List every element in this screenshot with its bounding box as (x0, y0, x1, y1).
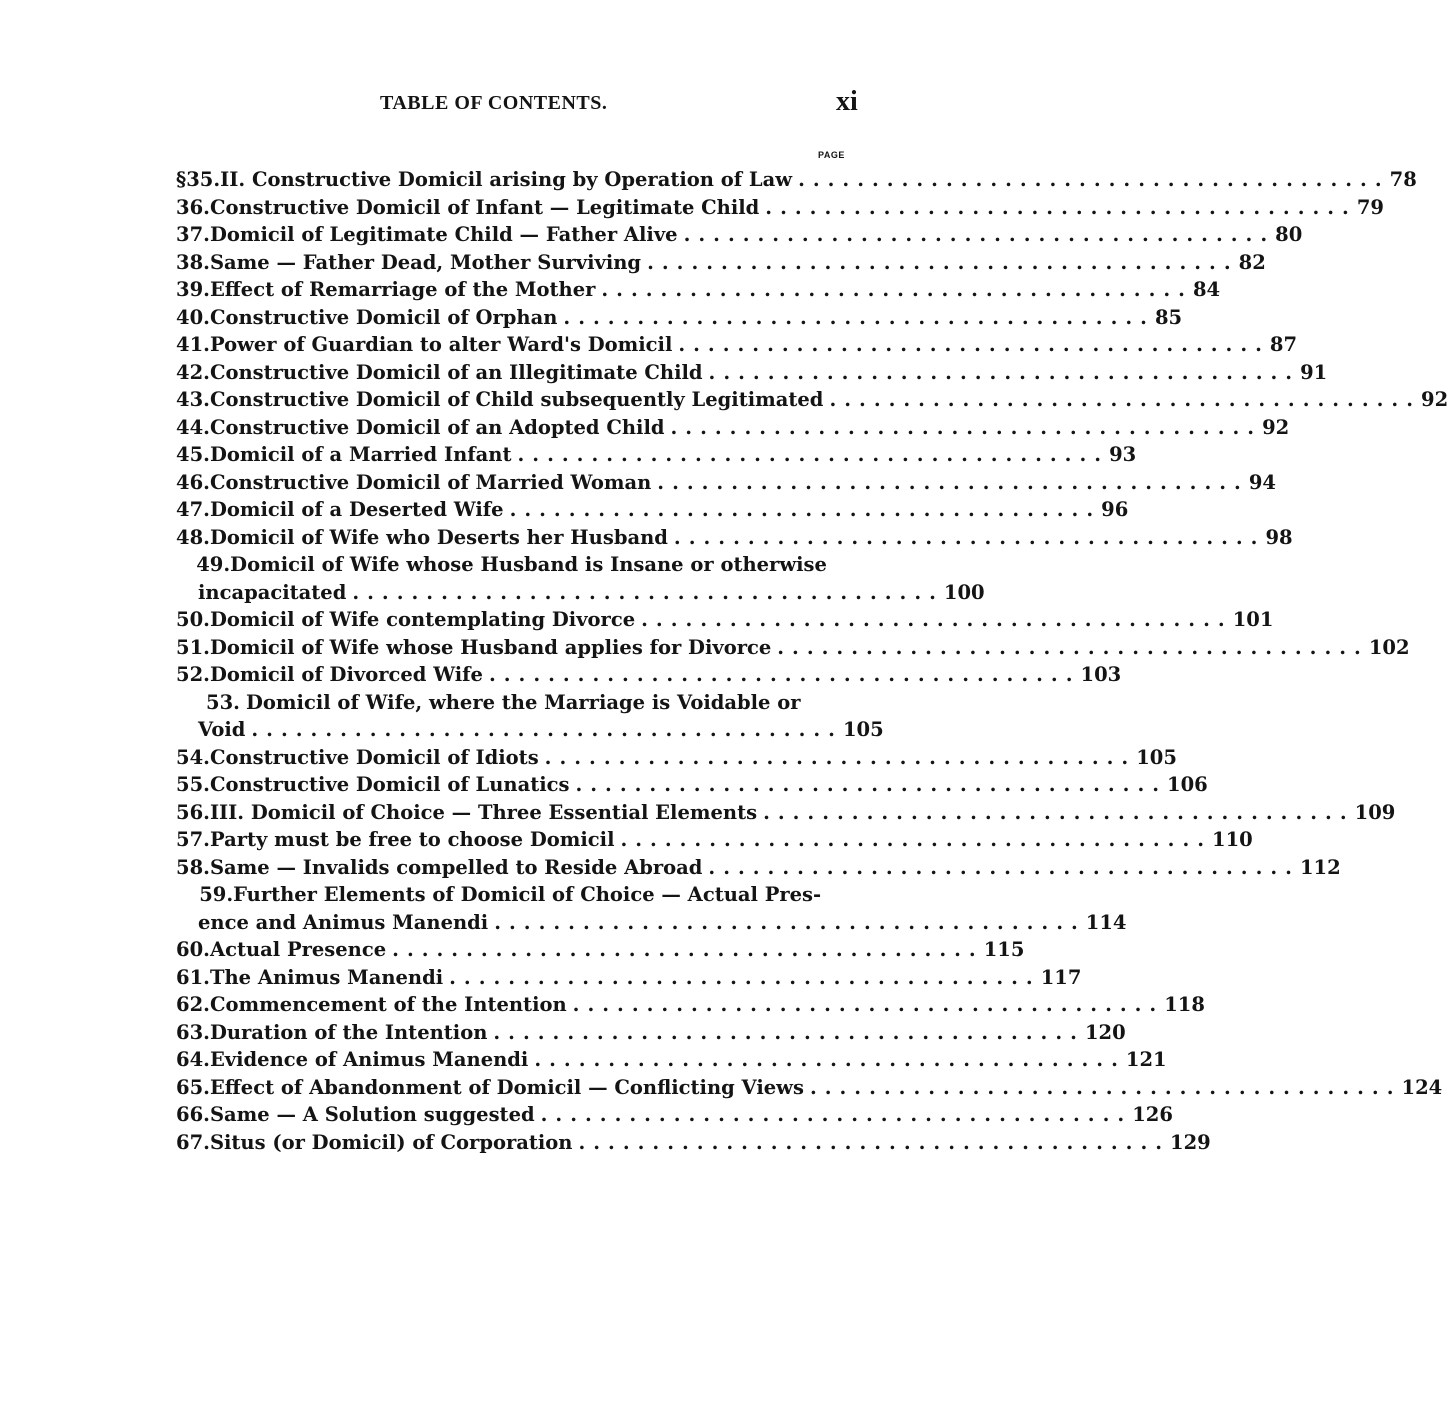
dot-leader: ........................................ (673, 525, 1266, 549)
toc-entry (176, 166, 1417, 194)
entry-page: 109 (1354, 800, 1396, 824)
entry-number: 43. (176, 388, 210, 411)
entry-title: ence and Animus Manendi (198, 910, 489, 934)
entry-title-wrap (233, 881, 821, 909)
dot-leader: ........................................ (449, 965, 1041, 989)
entry-title-wrap (210, 496, 1101, 524)
entry-page: 102 (1368, 635, 1410, 659)
entry-page: 79 (1356, 195, 1384, 219)
entry-page: 126 (1132, 1103, 1173, 1126)
entry-page: 78 (1389, 168, 1417, 191)
dot-leader: ........................................ (809, 1075, 1402, 1099)
entry-title-wrap (210, 524, 1266, 552)
entry-title-wrap (210, 854, 1300, 882)
entry-number: 39. (176, 278, 210, 301)
toc-entry (176, 964, 1082, 992)
entry-title: The Animus Manendi (209, 965, 444, 989)
toc-entry (176, 854, 1341, 882)
entry-title-wrap (246, 689, 808, 717)
entry-page: 117 (1040, 965, 1082, 989)
dot-leader: ........................................ (578, 1130, 1171, 1154)
entry-title: Constructive Domicil of Married Woman (209, 470, 652, 494)
toc-entry (176, 304, 1183, 332)
entry-page: 92 (1421, 388, 1448, 411)
entry-number: 41. (176, 333, 210, 356)
toc-entry (176, 1101, 1173, 1129)
toc-entry (176, 716, 884, 744)
entry-number: 50. (176, 608, 210, 631)
dot-leader: ........................................ (601, 278, 1193, 301)
entry-page: 129 (1170, 1130, 1211, 1154)
entry-number: 47. (176, 498, 210, 521)
entry-number: 64. (176, 1048, 210, 1071)
toc-entry (176, 414, 1290, 442)
entry-page: 106 (1167, 773, 1208, 796)
entry-title-wrap (210, 1046, 1126, 1074)
entry-title-wrap (176, 909, 1086, 937)
entry-page: 115 (983, 938, 1025, 961)
dot-leader: ........................................ (392, 938, 984, 961)
entry-page: 92 (1262, 415, 1290, 439)
dot-leader: ........................................ (708, 855, 1300, 879)
entry-title: Void (198, 718, 246, 741)
toc-entry (176, 1019, 1126, 1047)
entry-title-wrap (220, 166, 1389, 194)
dot-leader: ........................................ (670, 415, 1263, 439)
entry-number: 40. (176, 305, 210, 329)
entry-number: 42. (176, 360, 210, 384)
entry-title: Domicil of Wife who Deserts her Husband (209, 525, 668, 549)
entry-title: Constructive Domicil of Child subsequently Legitimated (209, 388, 824, 411)
dot-leader: ........................................ (251, 718, 843, 741)
entry-title: Domicil of Wife, where the Marriage is Voidable or (246, 690, 801, 714)
entry-title: Evidence of Animus Manendi (209, 1048, 529, 1071)
entry-title-wrap (210, 221, 1275, 249)
dot-leader: ........................................ (540, 1103, 1133, 1126)
dot-leader: ........................................ (777, 635, 1369, 659)
entry-number: 54. (176, 745, 210, 769)
entry-number: 60. (176, 938, 210, 961)
entry-number: 37. (176, 223, 210, 246)
dot-leader: ........................................ (798, 168, 1390, 191)
entry-number: 45. (176, 443, 210, 466)
dot-leader: ........................................ (509, 498, 1102, 521)
toc-entry (176, 991, 1205, 1019)
entry-title: Situs (or Domicil) of Corporation (209, 1130, 573, 1154)
entry-title-wrap (210, 771, 1167, 799)
dot-leader: ........................................ (829, 388, 1422, 411)
dot-leader: ........................................ (620, 828, 1213, 851)
entry-number: 53. (206, 690, 240, 714)
entry-title-wrap (210, 661, 1081, 689)
entry-title-wrap (176, 579, 944, 607)
entry-title-wrap (210, 194, 1357, 222)
entry-title-wrap (210, 414, 1262, 442)
entry-title: Constructive Domicil of Orphan (209, 305, 558, 329)
entry-title: Effect of Abandonment of Domicil — Conflicting Views (209, 1075, 804, 1099)
entry-number: 52. (176, 663, 210, 686)
entry-title-wrap (210, 826, 1212, 854)
entry-number: 62. (176, 993, 210, 1016)
dot-leader: ........................................ (352, 580, 944, 604)
entry-number: 57. (176, 828, 210, 851)
entry-title-wrap (210, 441, 1109, 469)
entry-number: 46. (176, 470, 210, 494)
entry-title: Same — Father Dead, Mother Surviving (209, 250, 642, 274)
entry-page: 85 (1154, 305, 1183, 329)
entry-number: 38. (176, 250, 210, 274)
dot-leader: ........................................ (763, 800, 1355, 824)
entry-title-wrap (210, 469, 1249, 497)
entry-page: 91 (1300, 360, 1328, 384)
entry-title-wrap (210, 1019, 1085, 1047)
entry-page: 84 (1192, 278, 1221, 301)
entry-title-wrap (210, 276, 1193, 304)
toc-entry (176, 881, 866, 909)
entry-title-wrap (176, 716, 843, 744)
entry-title: Constructive Domicil of Lunatics (209, 773, 570, 796)
entry-number: 59. (199, 883, 234, 906)
dot-leader: ........................................ (488, 663, 1081, 686)
toc-entry (176, 331, 1298, 359)
dot-leader: ........................................ (765, 195, 1357, 219)
toc-entry (176, 386, 1448, 414)
toc-entry (176, 689, 866, 717)
entry-number: 44. (176, 415, 210, 439)
table-of-contents (176, 166, 1448, 1156)
dot-leader: ........................................ (683, 223, 1276, 246)
entry-page: 93 (1109, 443, 1137, 466)
toc-entry (176, 221, 1303, 249)
dot-leader: ........................................ (494, 910, 1086, 934)
toc-entry (176, 579, 985, 607)
entry-number: 49. (196, 553, 231, 576)
entry-number: 48. (176, 525, 210, 549)
entry-page: 80 (1275, 223, 1303, 246)
dot-leader: ........................................ (534, 1048, 1126, 1071)
entry-page: 101 (1232, 608, 1274, 631)
entry-title: Constructive Domicil of Idiots (209, 745, 539, 769)
toc-entry (176, 909, 1127, 937)
dot-leader: ........................................ (678, 333, 1270, 356)
toc-entry (176, 1046, 1167, 1074)
toc-entry (176, 661, 1122, 689)
entry-number: 67. (176, 1130, 210, 1154)
toc-entry (176, 249, 1266, 277)
entry-page: 82 (1238, 250, 1266, 274)
entry-number: 36. (176, 195, 210, 219)
entry-title-wrap (210, 1101, 1132, 1129)
entry-page: 105 (842, 718, 884, 741)
section-mark: § (176, 168, 187, 191)
entry-title-wrap (230, 551, 827, 579)
entry-page: 114 (1085, 910, 1127, 934)
entry-title: Domicil of a Married Infant (209, 443, 512, 466)
toc-entry (176, 359, 1328, 387)
toc-entry (176, 1129, 1211, 1157)
toc-entry (176, 634, 1410, 662)
entry-page: 98 (1265, 525, 1293, 549)
dot-leader: ........................................ (544, 745, 1137, 769)
entry-page: 96 (1101, 498, 1129, 521)
entry-page: 121 (1125, 1048, 1167, 1071)
dot-leader: ........................................ (657, 470, 1249, 494)
toc-entry (176, 771, 1208, 799)
dot-leader: ........................................ (708, 360, 1301, 384)
entry-page: 124 (1401, 1075, 1443, 1099)
entry-title: Domicil of a Deserted Wife (209, 498, 504, 521)
entry-title: Domicil of Wife whose Husband is Insane or otherwise (230, 553, 827, 576)
entry-title-wrap (210, 304, 1155, 332)
entry-number: 55. (176, 773, 210, 796)
dot-leader: ........................................ (493, 1020, 1085, 1044)
dot-leader: ........................................ (575, 773, 1168, 796)
toc-entry (176, 744, 1177, 772)
toc-entry (176, 1074, 1443, 1102)
entry-title: Further Elements of Domicil of Choice — Actual Pres- (233, 883, 822, 906)
running-head: TABLE OF CONTENTS. (380, 92, 608, 114)
entry-title: Constructive Domicil of an Illegitimate Child (209, 360, 703, 384)
entry-title-wrap (210, 991, 1164, 1019)
entry-title-wrap (210, 386, 1421, 414)
entry-title: Commencement of the Intention (209, 993, 567, 1016)
entry-title-wrap (210, 799, 1355, 827)
entry-page: 100 (943, 580, 985, 604)
entry-number: 61. (176, 965, 210, 989)
entry-title: Power of Guardian to alter Ward's Domicil (209, 333, 673, 356)
entry-title: Effect of Remarriage of the Mother (209, 278, 596, 301)
toc-entry (176, 496, 1129, 524)
entry-number: 51. (176, 635, 210, 659)
entry-title-wrap (210, 359, 1300, 387)
toc-entry (176, 276, 1221, 304)
entry-title-wrap (210, 331, 1270, 359)
dot-leader: ........................................ (641, 608, 1233, 631)
entry-title-wrap (210, 634, 1369, 662)
entry-title: Party must be free to choose Domicil (209, 828, 615, 851)
entry-title-wrap (210, 1129, 1170, 1157)
dot-leader: ........................................ (572, 993, 1165, 1016)
toc-entry (176, 606, 1274, 634)
toc-entry (176, 441, 1137, 469)
page-folio: xi (836, 86, 858, 117)
entry-number: 66. (176, 1103, 210, 1126)
entry-number: 63. (176, 1020, 210, 1044)
toc-entry (176, 551, 866, 579)
toc-entry (176, 524, 1293, 552)
entry-page: 105 (1136, 745, 1177, 769)
entry-title: Domicil of Wife whose Husband applies for Divorce (209, 635, 772, 659)
entry-page: 94 (1248, 470, 1276, 494)
entry-page: 87 (1269, 333, 1298, 356)
toc-entry (176, 194, 1384, 222)
entry-title-wrap (210, 249, 1239, 277)
entry-title: III. Domicil of Choice — Three Essential Elements (209, 800, 758, 824)
dot-leader: ........................................ (647, 250, 1239, 274)
entry-page: 112 (1299, 855, 1341, 879)
entry-title: Domicil of Legitimate Child — Father Alive (209, 223, 678, 246)
entry-number: 56. (176, 800, 210, 824)
entry-title: II. Constructive Domicil arising by Operation of Law (220, 168, 793, 191)
entry-page: 120 (1084, 1020, 1126, 1044)
entry-title-wrap (210, 936, 984, 964)
entry-title: incapacitated (198, 580, 347, 604)
entry-title-wrap (210, 744, 1136, 772)
dot-leader: ........................................ (517, 443, 1110, 466)
entry-title: Actual Presence (209, 938, 387, 961)
toc-entry (176, 936, 1025, 964)
entry-title: Duration of the Intention (209, 1020, 488, 1044)
entry-page: 103 (1080, 663, 1122, 686)
entry-title: Same — Invalids compelled to Reside Abroad (209, 855, 703, 879)
entry-title-wrap (210, 1074, 1402, 1102)
toc-entry (176, 799, 1396, 827)
entry-number: 35. (186, 168, 221, 191)
page-column-label: PAGE (818, 150, 845, 160)
entry-page: 110 (1212, 828, 1253, 851)
entry-title: Domicil of Divorced Wife (209, 663, 483, 686)
entry-title-wrap (210, 964, 1041, 992)
entry-number: 65. (176, 1075, 210, 1099)
entry-title: Constructive Domicil of Infant — Legitimate Child (209, 195, 760, 219)
entry-title-wrap (210, 606, 1233, 634)
toc-entry (176, 826, 1253, 854)
dot-leader: ........................................ (563, 305, 1155, 329)
toc-entry (176, 469, 1276, 497)
entry-title: Constructive Domicil of an Adopted Child (209, 415, 665, 439)
entry-title: Domicil of Wife contemplating Divorce (209, 608, 636, 631)
entry-page: 118 (1164, 993, 1205, 1016)
entry-number: 58. (176, 855, 210, 879)
entry-title: Same — A Solution suggested (209, 1103, 535, 1126)
